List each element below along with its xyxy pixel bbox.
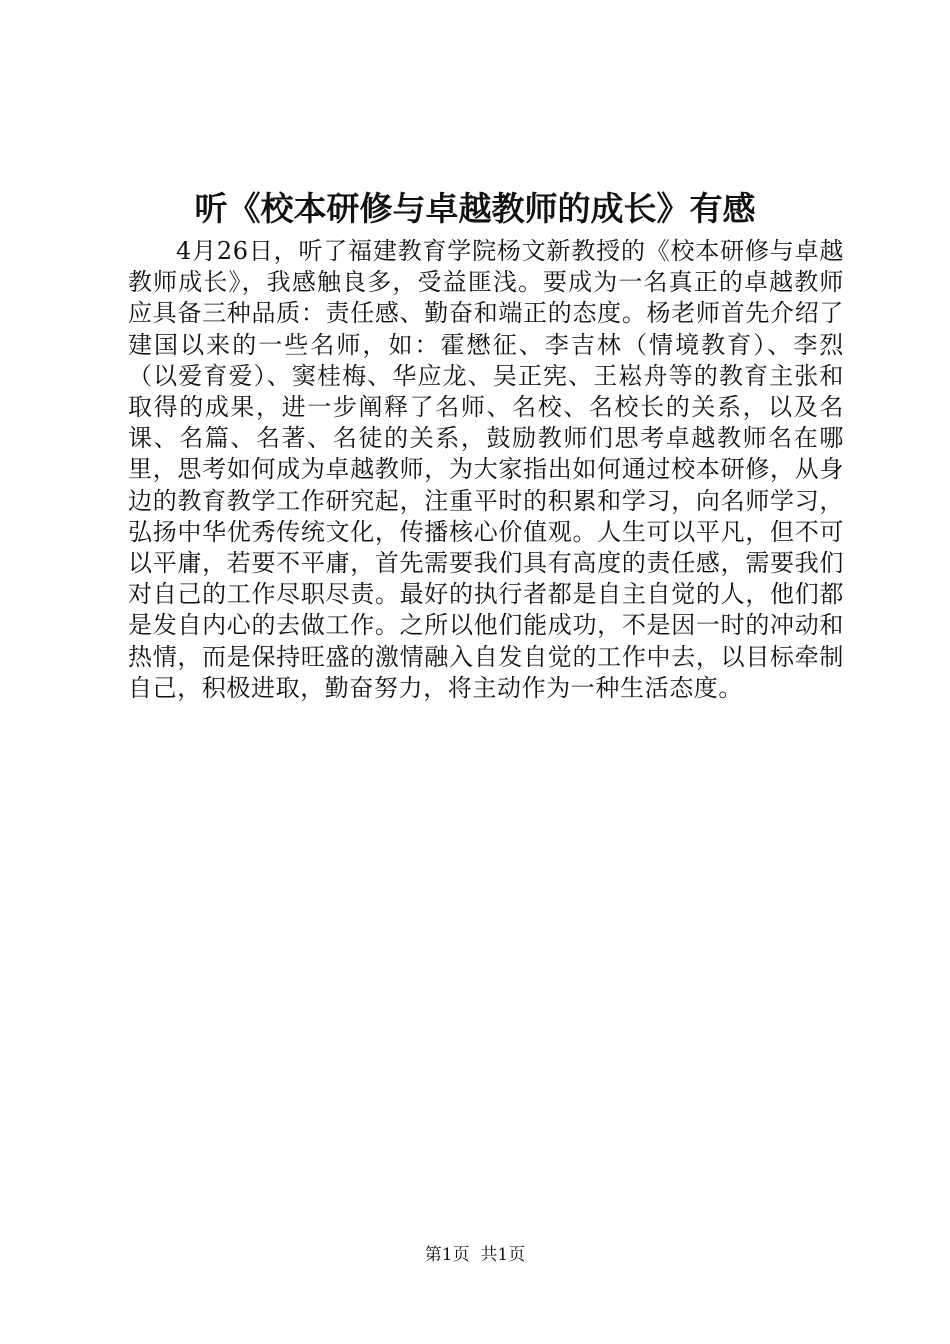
page-total: 共1页 <box>480 1245 526 1265</box>
document-title: 听《校本研修与卓越教师的成长》有感 <box>194 189 756 228</box>
page-footer <box>0 1244 950 1266</box>
body-paragraph: 4月26日，听了福建教育学院杨文新教授的《校本研修与卓越教师成长》，我感触良多，受益匪浅。要成为一名真正的卓越教师应具备三种品质：责任感、勤奋和端正的态度。杨老师首先介绍了建国以来的一些名师，如：霍懋征、李吉林（情境教育）、李烈（以爱育爱）、窦桂梅、华应龙、吴正宪、王崧舟等的教育主张和取得的成果，进一步阐释了名师、名校、名校长的关系，以及名课、名篇、名著、名徒的关系，鼓励教师们思考卓越教师名在哪里，思考如何成为卓越教师，为大家指出如何通过校本研修，从身边的教育教学工作研究起，注重平时的积累和学习，向名师学习，弘扬中华优秀传统文化，传播核心价值观。人生可以平凡，但不可以平庸，若要不平庸，首先需要我们具有高度的责任感，需要我们对自己的工作尽职尽责。最好的执行者都是自主自觉的人，他们都是发自内心的去做工作。之所以他们能成功，不是因一时的冲动和热情，而是保持旺盛的激情融入自发自觉的工作中去，以目标牵制自己，积极进取，勤奋努力，将主动作为一种生活态度。 <box>128 237 844 702</box>
page-number: 第1页 <box>424 1245 470 1265</box>
